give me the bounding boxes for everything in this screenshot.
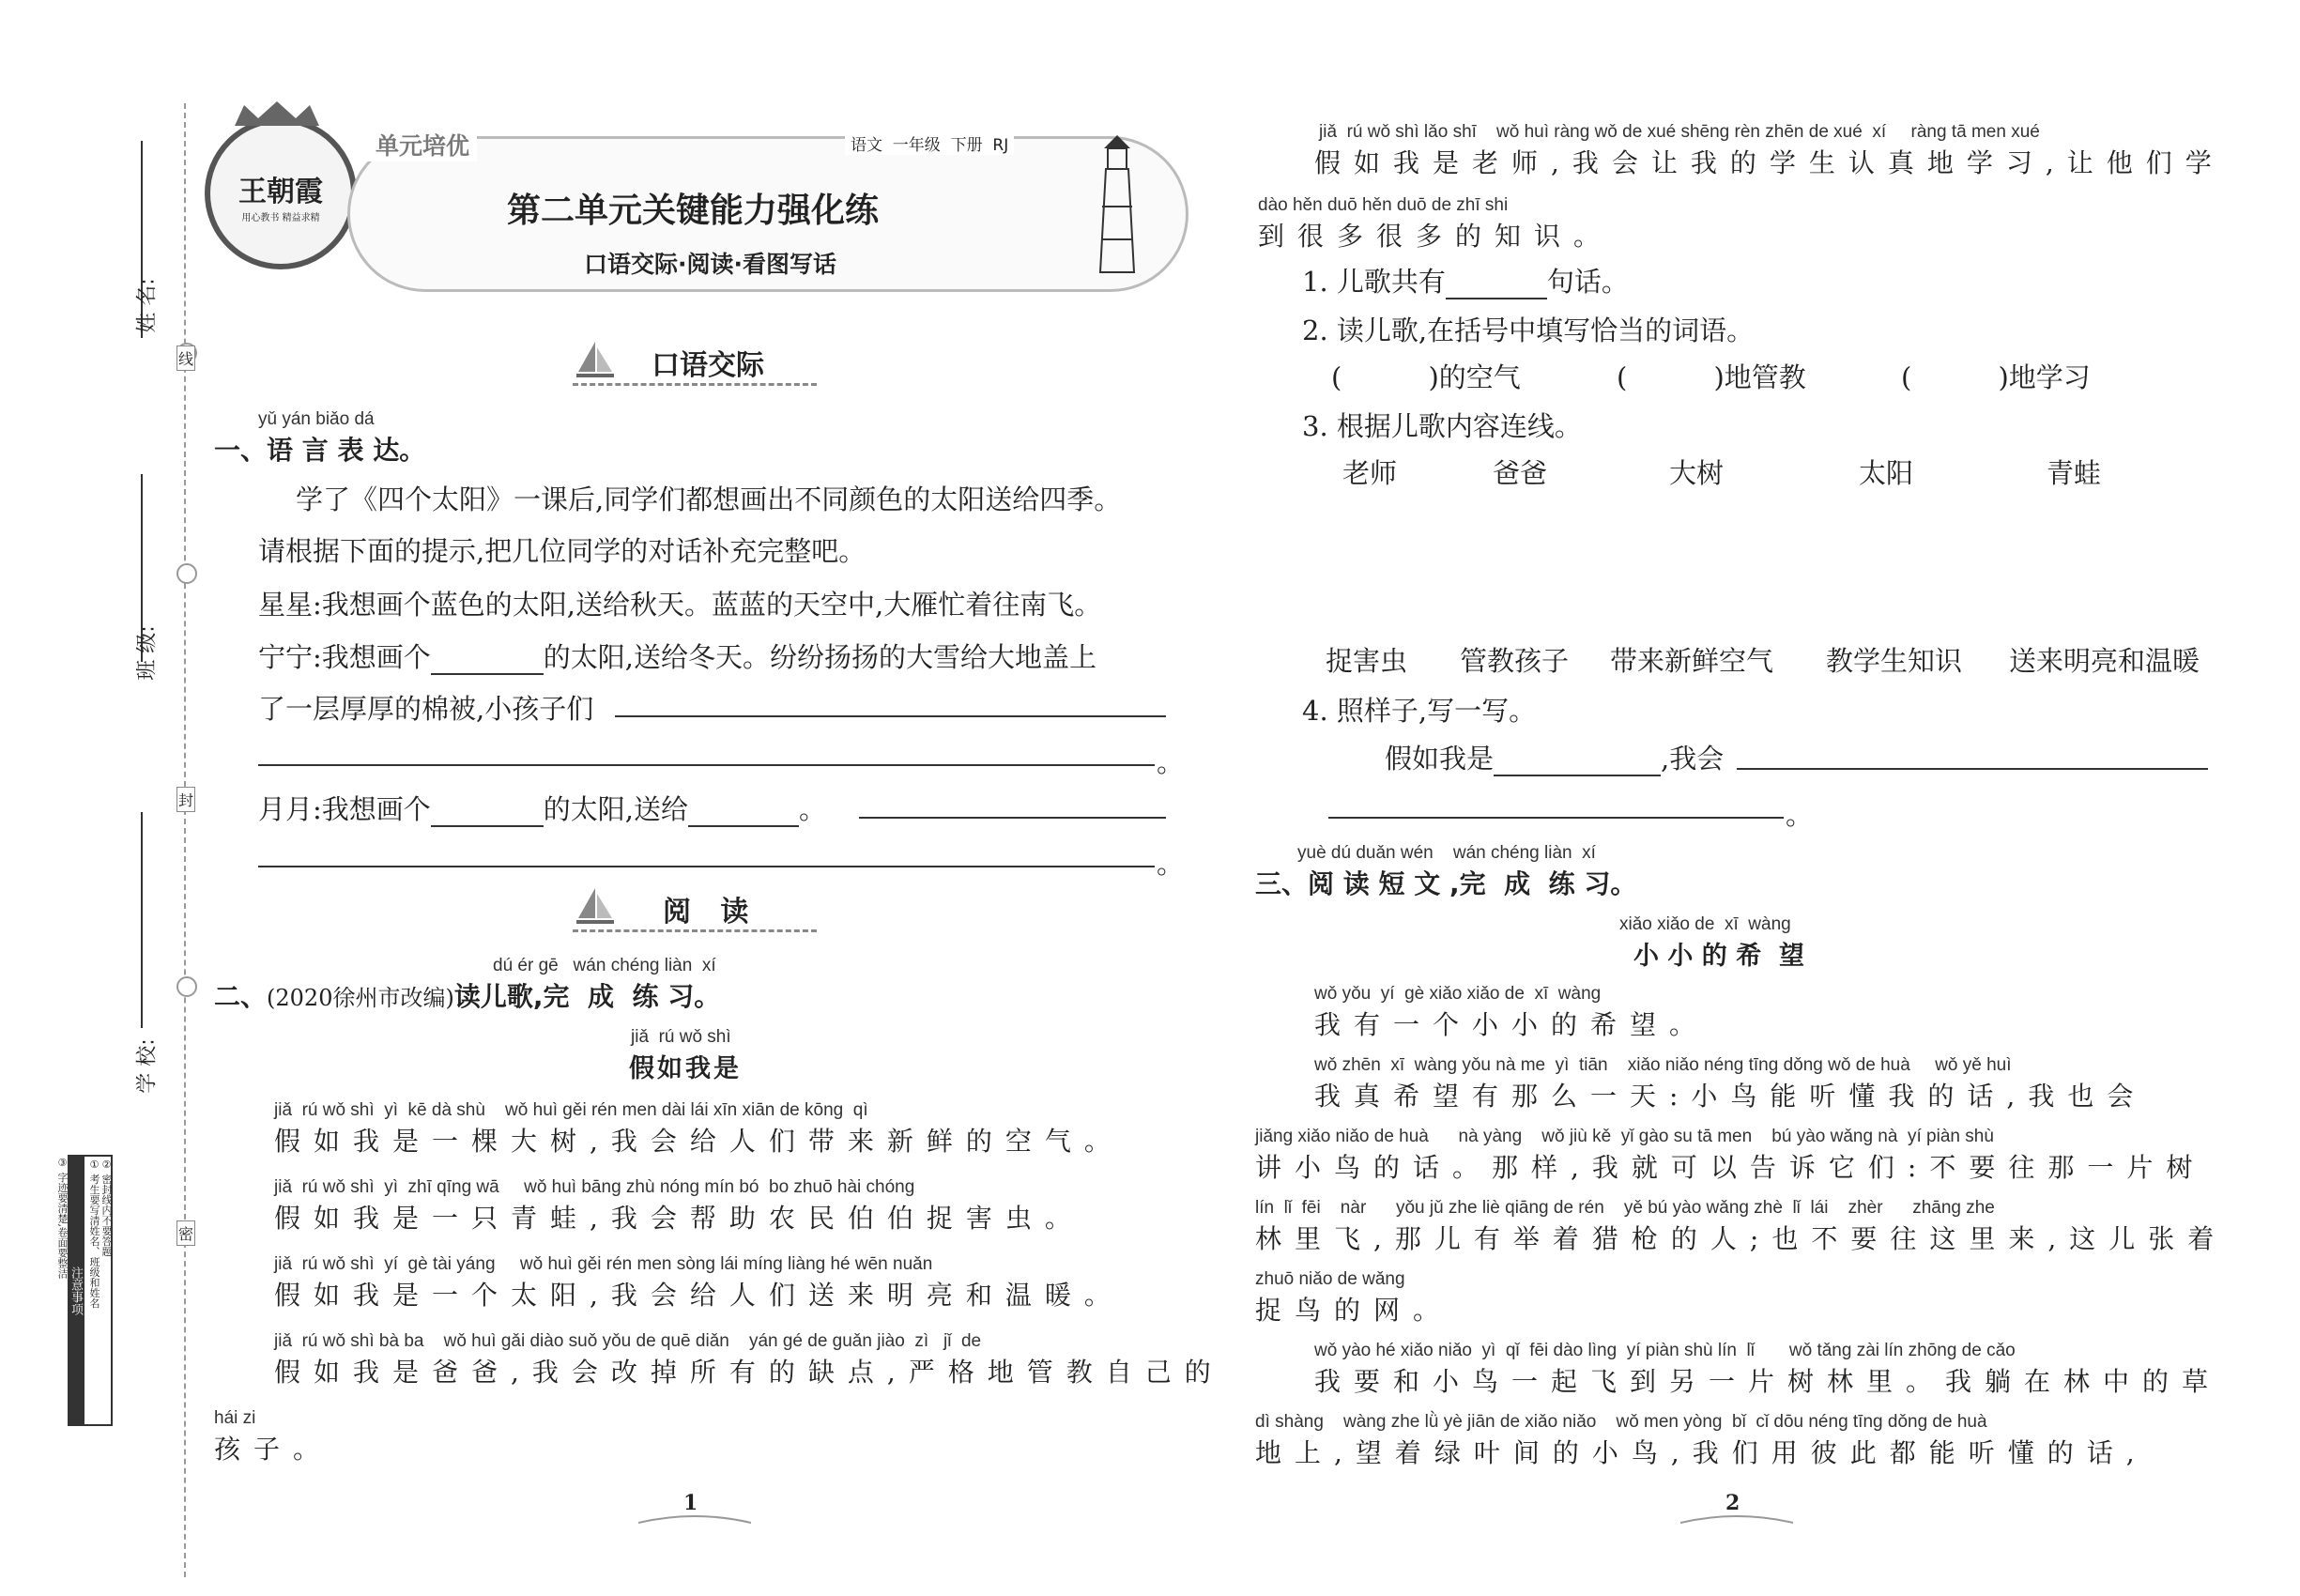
poem-line-1-pinyin: jiǎ rú wǒ shì yì kē dà shù wǒ huì gěi rén men dài lái xīn xiān de kōng qì: [274, 1100, 868, 1120]
name-label: 姓 名:: [135, 278, 160, 333]
s2-pinyin: dú ér gē wán chéng liàn xí: [493, 956, 716, 975]
poem-line-2-pinyin: jiǎ rú wǒ shì yì zhī qīng wā wǒ huì bāng zhù nóng mín bó bo zhuō hài chóng: [274, 1177, 915, 1197]
poem-line-5-pinyin: hái zi: [214, 1408, 256, 1428]
story-line-4: 林里飞,那儿有举着猎枪的人;也不要往这里来,这儿张着: [1255, 1223, 2228, 1254]
match-top-4[interactable]: 太阳: [1859, 457, 1914, 489]
brand-slogan: 用心教书 精益求精: [241, 213, 320, 223]
s1-para2: 请根据下面的提示,把几位同学的对话补充完整吧。: [258, 535, 866, 567]
story-line-1: 我有一个小小的希望。: [1314, 1009, 1710, 1040]
q4-identity-blank[interactable]: [1494, 750, 1661, 776]
story-5-pinyin: zhuō niǎo de wǎng: [1255, 1269, 1405, 1289]
match-bottom-5[interactable]: 送来明亮和温暖: [2009, 645, 2200, 677]
section-title-speaking: 口语交际: [652, 349, 764, 382]
story-1-pinyin: wǒ yǒu yí gè xiǎo xiǎo de xī wàng: [1314, 984, 1602, 1004]
s3-heading: 三、阅 读 短 文 ,完 成 练 习。: [1255, 868, 1637, 899]
q1-b: 句话。: [1546, 266, 1629, 298]
cont-pinyin-2: dào hěn duō hěn duō de zhī shi: [1258, 195, 1509, 215]
yueyue-season-blank[interactable]: [688, 801, 799, 827]
q1-a: 1. 儿歌共有: [1302, 266, 1446, 298]
cont-pinyin-1: jiǎ rú wǒ shì lǎo shī wǒ huì ràng wǒ de xué shēng rèn zhēn de xué xí ràng tā men xué: [1319, 122, 2040, 142]
school-field-line[interactable]: [141, 812, 143, 1028]
notice-box: [68, 1155, 113, 1426]
section-title-reading: 阅 读: [663, 896, 749, 928]
yueyue-answer-line-1[interactable]: [859, 817, 1166, 819]
period-2: 。: [799, 793, 827, 825]
page-title: 第二单元关键能力强化练: [507, 192, 880, 230]
s1-ningning: [258, 637, 1096, 675]
s3-pinyin: yuè dú duǎn wén wán chéng liàn xí: [1297, 843, 1596, 863]
s1-yueyue-a: 月月:我想画个: [258, 793, 431, 825]
crown-icon: [230, 101, 324, 128]
poem-line-1: 假如我是一棵大树,我会给人们带来新鲜的空气。: [274, 1126, 1124, 1157]
sailboat-icon: [575, 886, 616, 926]
binding-hole-bottom: [176, 976, 197, 997]
period-1: 。: [1157, 746, 1185, 778]
seal-mark-line: 线: [176, 345, 195, 371]
s2-heading: [214, 976, 720, 1014]
q3: 3. 根据儿歌内容连线。: [1302, 410, 1582, 442]
q1-blank[interactable]: [1446, 273, 1547, 299]
yueyue-answer-line-2[interactable]: [258, 866, 1155, 867]
match-bottom-1[interactable]: 捉害虫: [1326, 645, 1408, 677]
story-2-pinyin: wǒ zhēn xī wàng yǒu nà me yì tiān xiǎo niǎo néng tīng dǒng wǒ de huà wǒ yě huì: [1314, 1055, 2012, 1075]
brand-name: 王朝霞: [238, 176, 323, 208]
s2-heading-text: 读儿歌,完 成 练 习。: [453, 981, 721, 1012]
story-7-pinyin: dì shàng wàng zhe lǜ yè jiān de xiǎo niǎo wǒ men yòng bǐ cǐ dōu néng tīng dǒng de huà: [1255, 1412, 1987, 1432]
s1-pinyin: yǔ yán biǎo dá: [258, 409, 375, 429]
poem-title: 假如我是: [629, 1054, 742, 1083]
match-top-5[interactable]: 青蛙: [2047, 457, 2102, 489]
seal-mark-seal: 封: [176, 787, 195, 812]
notice-item-2: ② 密封线内不要答题: [100, 1159, 113, 1257]
s1-heading: 一、语 言 表 达。: [214, 435, 426, 466]
school-label: 学 校:: [135, 1038, 160, 1094]
s2-heading-num: 二、: [214, 981, 268, 1012]
period-4: 。: [1786, 799, 1814, 831]
cont-line-1: 假如我是老师,我会让我的学生认真地学习,让他们学: [1314, 147, 2225, 178]
match-top-2[interactable]: 爸爸: [1493, 457, 1548, 489]
ningning-color-blank[interactable]: [431, 649, 544, 675]
match-bottom-2[interactable]: 管教孩子: [1460, 645, 1570, 677]
class-label: 班 级:: [135, 625, 160, 681]
cont-line-2: 到很多很多的知识。: [1258, 221, 1614, 252]
poem-line-3-pinyin: jiǎ rú wǒ shì yí gè tài yáng wǒ huì gěi rén men sòng lái míng liàng hé wēn nuǎn: [274, 1254, 933, 1274]
q4-b: ,我会: [1661, 743, 1725, 775]
section-band-speaking: [573, 338, 817, 386]
poem-line-3: 假如我是一个太阳,我会给人们送来明亮和温暖。: [274, 1280, 1124, 1311]
q2-item-3[interactable]: ( )地学习: [1901, 361, 2091, 393]
match-bottom-3[interactable]: 带来新鲜空气: [1610, 645, 1774, 677]
story-title: 小 小 的 希 望: [1633, 942, 1804, 971]
poem-title-pinyin: jiǎ rú wǒ shì: [631, 1027, 731, 1047]
notice-title: 注意事项: [69, 1157, 84, 1424]
q2: 2. 读儿歌,在括号中填写恰当的词语。: [1302, 315, 1755, 346]
yueyue-color-blank[interactable]: [431, 801, 544, 827]
q4: 4. 照样子,写一写。: [1302, 695, 1537, 727]
q1: [1302, 261, 1629, 299]
q4-answer-line-1[interactable]: [1737, 768, 2208, 770]
poem-line-2: 假如我是一只青蛙,我会帮助农民伯伯捉害虫。: [274, 1203, 1084, 1234]
q2-item-1[interactable]: ( )的空气: [1331, 361, 1521, 393]
brand-logo: [205, 117, 357, 269]
story-line-7: 地上,望着绿叶间的小鸟,我们用彼此都能听懂的话,: [1255, 1437, 2148, 1468]
page-number-left: 1: [638, 1491, 751, 1528]
poem-line-5: 孩子。: [214, 1434, 333, 1465]
poem-line-4: 假如我是爸爸,我会改掉所有的缺点,严格地管教自己的: [274, 1357, 1224, 1388]
story-4-pinyin: lín lǐ fēi nàr yǒu jǔ zhe liè qiāng de rén yě bú yào wǎng zhè lǐ lái zhèr zhāng zhe: [1255, 1198, 1995, 1218]
s1-ningning-a: 宁宁:我想画个: [258, 641, 431, 673]
story-line-3: 讲小鸟的话。那样,我就可以告诉它们:不要往那一片树: [1255, 1152, 2206, 1183]
story-title-pinyin: xiǎo xiǎo de xī wàng: [1619, 914, 1791, 934]
page-subtitle: 口语交际·阅读·看图写话: [584, 251, 836, 278]
story-line-5: 捉鸟的网。: [1255, 1295, 1453, 1326]
binding-dashed-line: [184, 103, 186, 1577]
page-number-right: 2: [1680, 1491, 1793, 1528]
notice-item-3: ③ 字迹要清楚,卷面要整洁: [56, 1157, 69, 1279]
story-6-pinyin: wǒ yào hé xiǎo niǎo yì qǐ fēi dào lìng yí piàn shù lín lǐ wǒ tǎng zài lín zhōng de cǎo: [1314, 1341, 2016, 1360]
seal-mark-dense: 密: [176, 1220, 195, 1246]
s1-yueyue: [258, 789, 826, 827]
period-3: 。: [1157, 848, 1185, 880]
match-top-3[interactable]: 大树: [1669, 457, 1725, 489]
poem-line-4-pinyin: jiǎ rú wǒ shì bà ba wǒ huì gǎi diào suǒ yǒu de quē diǎn yán gé de guǎn jiào zì jǐ de: [274, 1331, 982, 1351]
story-line-2: 我真希望有那么一天:小鸟能听懂我的话,我也会: [1314, 1081, 2147, 1112]
snow-answer-line-1[interactable]: [615, 715, 1166, 717]
q4-answer-line-2[interactable]: [1328, 817, 1784, 819]
sailboat-icon: [575, 340, 616, 379]
s1-ningning-b: 的太阳,送给冬天。纷纷扬扬的大雪给大地盖上: [543, 641, 1097, 673]
s2-source: (2020徐州市改编): [267, 985, 454, 1011]
notice-item-1: ① 考生要写清姓名、班级和姓名: [88, 1159, 100, 1309]
s1-xingxing: 星星:我想画个蓝色的太阳,送给秋天。蓝蓝的天空中,大雁忙着往南飞。: [258, 589, 1102, 621]
grade-meta: 语文 一年级 下册 RJ: [845, 131, 1014, 155]
s1-snow: 了一层厚厚的棉被,小孩子们: [258, 693, 594, 725]
s1-para1: 学了《四个太阳》一课后,同学们都想画出不同颜色的太阳送给四季。: [296, 483, 1122, 515]
match-bottom-4[interactable]: 教学生知识: [1826, 645, 1963, 677]
story-line-6: 我要和小鸟一起飞到另一片树林里。我躺在林中的草: [1314, 1366, 2222, 1397]
story-3-pinyin: jiǎng xiǎo niǎo de huà nà yàng wǒ jiù kě yǐ gào su tā men bú yào wǎng nà yí piàn shù: [1255, 1127, 1994, 1146]
snow-answer-line-2[interactable]: [258, 764, 1155, 766]
q2-item-2[interactable]: ( )地管教: [1617, 361, 1806, 393]
section-band-reading: [573, 884, 817, 932]
lighthouse-icon: [1089, 131, 1145, 282]
q4-a: 假如我是: [1385, 743, 1495, 775]
s1-yueyue-b: 的太阳,送给: [543, 793, 688, 825]
match-top-1[interactable]: 老师: [1342, 457, 1398, 489]
binding-hole-mid: [176, 563, 197, 584]
tag-label: 单元培优: [368, 128, 477, 161]
q4-line: [1385, 738, 1724, 776]
